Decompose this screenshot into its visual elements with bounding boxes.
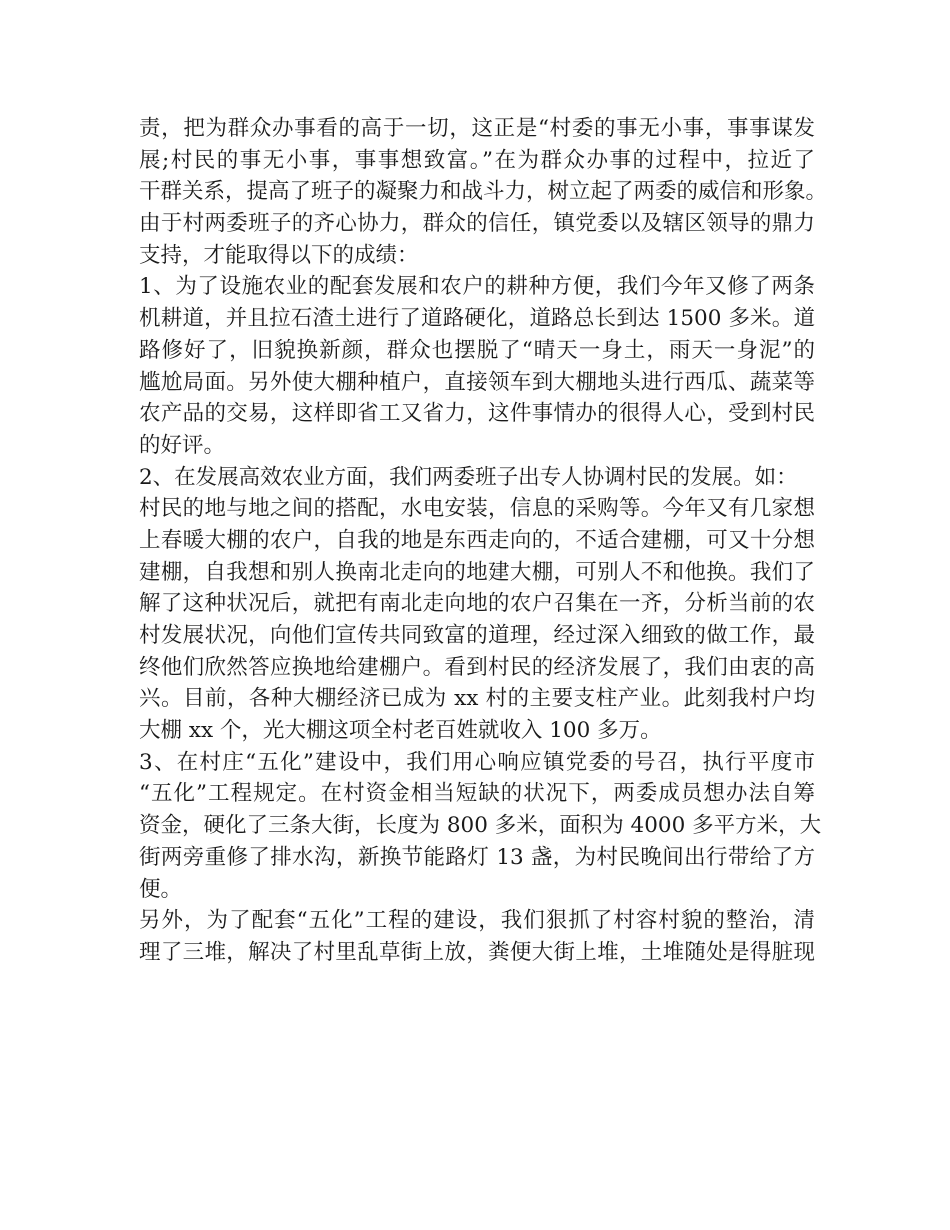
text-line: 干群关系，提高了班子的凝聚力和战斗力，树立起了两委的威信和形象。: [139, 179, 828, 205]
text-line: 农产品的交易，这样即省工又省力，这件事情办的很得人心，受到村民: [139, 401, 815, 427]
text-line: 另外，为了配套“五化”工程的建设，我们狠抓了村容村貌的整治，清: [139, 908, 815, 934]
text-line: 责，把为群众办事看的高于一切，这正是“村委的事无小事，事事谋发: [139, 116, 815, 141]
text-line: 支持，才能取得以下的成绩：: [139, 242, 419, 268]
body-text: [139, 113, 828, 969]
text-line: 2、在发展高效农业方面，我们两委班子出专人协调村民的发展。如：: [139, 464, 798, 490]
text-line: 展;村民的事无小事，事事想致富。”在为群众办事的过程中，拉近了: [139, 147, 815, 173]
text-line: 3、在村庄“五化”建设中，我们用心响应镇党委的号召，执行平度市: [139, 749, 815, 775]
text-line: 机耕道，并且拉石渣土进行了道路硬化，道路总长到达 1500 多米。道: [139, 306, 815, 332]
text-line: 兴。目前，各种大棚经济已成为 xx 村的主要支柱产业。此刻我村户均: [139, 686, 815, 712]
text-line: 便。: [139, 876, 183, 902]
text-line: 建棚，自我想和别人换南北走向的地建大棚，可别人不和他换。我们了: [139, 559, 815, 585]
text-line: 大棚 xx 个，光大棚这项全村老百姓就收入 100 多万。: [139, 718, 662, 744]
text-line: 资金，硬化了三条大街，长度为 800 多米，面积为 4000 多平方米，大: [139, 813, 822, 839]
text-line: 的好评。: [139, 432, 226, 458]
text-line: 1、为了设施农业的配套发展和农户的耕种方便，我们今年又修了两条: [139, 274, 815, 300]
text-line: 尴尬局面。另外使大棚种植户，直接领车到大棚地头进行西瓜、蔬菜等: [139, 369, 815, 395]
text-line: 由于村两委班子的齐心协力，群众的信任，镇党委以及辖区领导的鼎力: [139, 211, 815, 237]
text-line: “五化”工程规定。在村资金相当短缺的状况下，两委成员想办法自筹: [139, 781, 815, 807]
text-line: 路修好了，旧貌换新颜，群众也摆脱了“晴天一身土，雨天一身泥”的: [139, 337, 815, 363]
text-line: 解了这种状况后，就把有南北走向地的农户召集在一齐，分析当前的农: [139, 591, 815, 617]
text-line: 上春暖大棚的农户，自我的地是东西走向的，不适合建棚，可又十分想: [139, 527, 815, 553]
text-line: 街两旁重修了排水沟，新换节能路灯 13 盏，为村民晚间出行带给了方: [139, 844, 815, 870]
text-line: 终他们欣然答应换地给建棚户。看到村民的经济发展了，我们由衷的高: [139, 654, 815, 680]
text-line: 村民的地与地之间的搭配，水电安装，信息的采购等。今年又有几家想: [139, 496, 815, 522]
text-line: 村发展状况，向他们宣传共同致富的道理，经过深入细致的做工作，最: [139, 623, 815, 648]
text-line: 理了三堆，解决了村里乱草街上放，粪便大街上堆，土堆随处是得脏现: [139, 939, 815, 965]
